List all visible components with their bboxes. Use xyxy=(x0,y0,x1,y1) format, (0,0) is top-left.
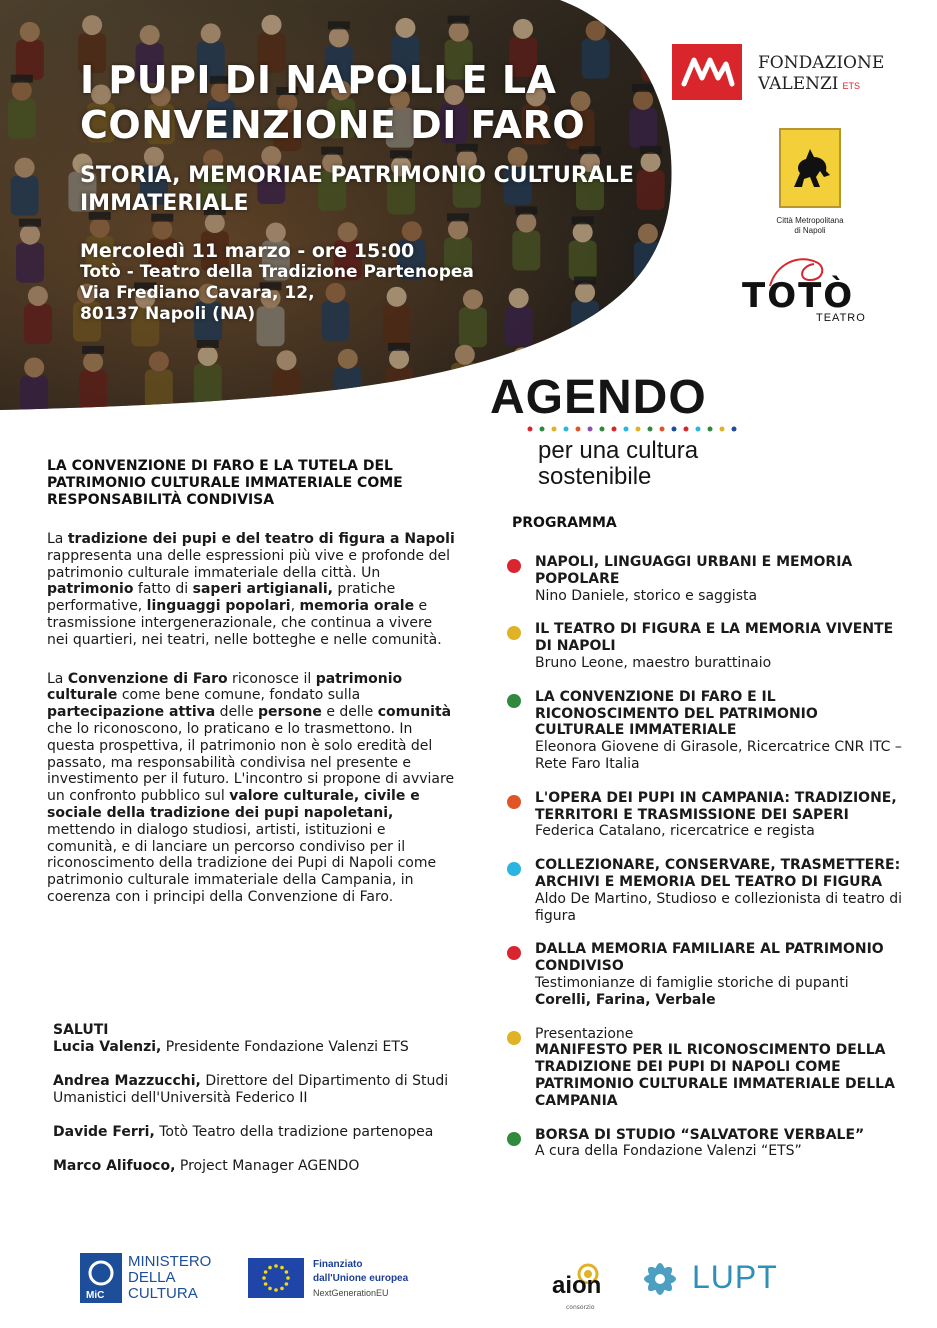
lupt-flower-icon xyxy=(636,1255,684,1303)
programma-item-speaker xyxy=(535,739,905,773)
programma-speaker-run: Federica Catalano, ricercatrice e regista xyxy=(535,823,815,840)
eu-star-icon xyxy=(285,1270,289,1274)
saluti-role: Totò Teatro della tradizione partenopea xyxy=(154,1124,434,1140)
eu-line1: Finanziato xyxy=(313,1259,363,1270)
eu-star-icon xyxy=(268,1266,272,1270)
saluti-section xyxy=(53,1022,463,1175)
intro-p2-run: Convenzione di Faro xyxy=(67,670,228,687)
aion-wordmark: aion xyxy=(552,1272,602,1299)
eu-star-icon xyxy=(280,1266,284,1270)
intro-p2-run: valore culturale, civile e sociale della tradizione dei pupi napoletani, xyxy=(47,788,420,821)
eu-line2: dall'Unione europea xyxy=(313,1273,409,1284)
programma-item-speaker xyxy=(535,823,905,840)
programma-item-title: BORSA DI STUDIO “SALVATORE VERBALE” xyxy=(535,1126,865,1143)
programma-speaker-run: Eleonora Giovene di Girasole, Ricercatrice CNR ITC – Rete Faro Italia xyxy=(535,739,902,772)
intro-p2-run: La xyxy=(47,670,68,687)
event-title: I PUPI DI NAPOLI E LA CONVENZIONE DI FARO xyxy=(80,58,586,147)
saluti-item xyxy=(53,1124,463,1141)
intro-p2-run: e delle xyxy=(321,704,378,721)
saluti-item xyxy=(53,1039,463,1056)
aion-sub-label: consorzio xyxy=(566,1304,595,1311)
programma-item-speaker xyxy=(535,975,905,1009)
programma-item-speaker xyxy=(535,655,905,672)
mic-logo xyxy=(80,1253,220,1303)
intro-p2-run: partecipazione attiva xyxy=(47,704,216,721)
programma-item xyxy=(505,1127,905,1161)
saluti-name: Davide Ferri, xyxy=(53,1124,155,1140)
saluti-role: Presidente Fondazione Valenzi ETS xyxy=(161,1039,409,1055)
eu-line3: NextGenerationEU xyxy=(313,1288,389,1298)
programma-speaker-run: A cura della Fondazione Valenzi “ETS” xyxy=(535,1143,802,1160)
intro-p2-run: come bene comune, fondato sulla xyxy=(117,687,361,704)
saluti-title: SALUTI xyxy=(53,1022,109,1038)
program-bullet-dot xyxy=(507,626,521,640)
program-bullet-dot xyxy=(507,1031,521,1045)
agendo-wordmark: AGENDO xyxy=(490,371,707,424)
programma-item-title: COLLEZIONARE, CONSERVARE, TRASMETTERE: ARCHIVI E MEMORIA DEL TEATRO DI FIGURA xyxy=(535,857,901,890)
program-bullet-dot xyxy=(507,694,521,708)
toto-teatro-label: TEATRO xyxy=(816,312,866,324)
intro-p1-run: , xyxy=(290,598,300,615)
eu-star-icon xyxy=(280,1287,284,1291)
eu-star-icon xyxy=(264,1270,268,1274)
programma-item xyxy=(505,941,905,1008)
intro-p2-run: patrimonio culturale xyxy=(47,670,403,704)
programma-item xyxy=(505,554,905,604)
eu-star-icon xyxy=(274,1288,278,1292)
programma-item-title: MANIFESTO PER IL RICONOSCIMENTO DELLA TRADIZIONE DEI PUPI DI NAPOLI COME PATRIMONIO CULTURALE IMMATERIALE DELLA CAMPANIA xyxy=(535,1042,895,1109)
puppet-head xyxy=(646,288,666,308)
fondazione-label: FONDAZIONE xyxy=(758,53,885,73)
intro-paragraph-1 xyxy=(47,531,457,649)
intro-p1-run: rappresenta una delle espressioni più vive e profonde del patrimonio culturale immateriale della città. Un xyxy=(47,547,450,581)
intro-column xyxy=(47,458,457,906)
programma-item xyxy=(505,621,905,671)
programma-item-title: LA CONVENZIONE DI FARO E IL RICONOSCIMENTO DEL PATRIMONIO CULTURALE IMMATERIALE xyxy=(535,688,818,739)
fondazione-valenzi-logo xyxy=(672,44,902,102)
lupt-wordmark: LUPT xyxy=(692,1259,778,1295)
saluti-item xyxy=(53,1158,463,1175)
mic-line3: CULTURA xyxy=(128,1285,198,1302)
intro-heading: LA CONVENZIONE DI FARO E LA TUTELA DEL PATRIMONIO CULTURALE IMMATERIALE COME RESPONSABILITÀ CONDIVISA xyxy=(47,458,403,508)
agendo-tagline-2: sostenibile xyxy=(538,463,652,490)
intro-paragraph-2 xyxy=(47,671,457,906)
eu-funding-logo xyxy=(248,1258,438,1298)
citta-metropolitana-line2: di Napoli xyxy=(794,226,826,235)
mic-line2: DELLA xyxy=(128,1269,176,1286)
lupt-logo xyxy=(636,1255,776,1305)
program-bullet-dot xyxy=(507,559,521,573)
programma-speaker-run: Bruno Leone, maestro burattinaio xyxy=(535,654,772,671)
intro-p1-run: tradizione dei pupi e del teatro di figura a Napoli xyxy=(67,531,455,547)
program-bullet-dot xyxy=(507,946,521,960)
programma-list xyxy=(505,554,905,1177)
eu-star-icon xyxy=(262,1276,266,1280)
agendo-logo xyxy=(490,372,770,492)
programma-title: PROGRAMMA xyxy=(512,515,617,531)
mic-badge-icon xyxy=(80,1253,122,1303)
programma-item-title: DALLA MEMORIA FAMILIARE AL PATRIMONIO CONDIVISO xyxy=(535,941,884,975)
event-subtitle: STORIA, MEMORIAE PATRIMONIO CULTURALE IMMATERIALE xyxy=(80,163,634,216)
programma-item-speaker xyxy=(535,588,905,605)
eu-star-icon xyxy=(285,1282,289,1286)
programma-item-title: NAPOLI, LINGUAGGI URBANI E MEMORIA POPOLARE xyxy=(535,554,853,587)
event-venue: Totò - Teatro della Tradizione Partenopea xyxy=(80,262,474,282)
program-bullet-dot xyxy=(507,795,521,809)
programma-item xyxy=(505,689,905,773)
ets-label: ETS xyxy=(842,81,861,91)
intro-p1-run: La xyxy=(47,531,68,547)
intro-p1-run: fatto di xyxy=(133,581,193,598)
intro-p2-run: persone xyxy=(258,704,322,721)
programma-item xyxy=(505,790,905,840)
eu-star-icon xyxy=(268,1287,272,1291)
intro-p2-run: comunità xyxy=(377,704,452,721)
agendo-dots-icon xyxy=(526,424,746,434)
puppet-head xyxy=(640,350,660,370)
mic-badge-text: MiC xyxy=(86,1290,105,1301)
eu-star-icon xyxy=(286,1276,290,1280)
intro-p1-run: linguaggi popolari xyxy=(146,598,291,615)
puppet-body xyxy=(642,306,670,346)
intro-p1-run: e trasmissione intergenerazionale, che continua a vivere nei quartieri, nei teatri, nelle botteghe e nelle comunità. xyxy=(47,598,442,648)
aion-logo xyxy=(548,1260,618,1310)
intro-p1-run: pratiche performative, xyxy=(47,581,396,615)
saluti-list xyxy=(53,1039,463,1175)
programma-item xyxy=(505,1026,905,1110)
intro-p1-run: saperi artigianali, xyxy=(192,581,333,598)
programma-item-title: IL TEATRO DI FIGURA E LA MEMORIA VIVENTE DI NAPOLI xyxy=(535,621,894,655)
saluti-item xyxy=(53,1073,463,1107)
toto-teatro-logo xyxy=(740,250,880,330)
intro-p2-run: mettendo in dialogo studiosi, artisti, istituzioni e comunità, e di lanciare un percorso condiviso per il riconoscimento della tradizione dei Pupi di Napoli come patrimonio culturale immateriale della Campania, in coerenza con i principi della Convenzione di Faro. xyxy=(47,821,437,905)
agendo-tagline-1: per una cultura xyxy=(538,437,699,464)
intro-p2-run: delle xyxy=(215,704,259,721)
programma-item-speaker xyxy=(535,1143,905,1160)
fondazione-valenzi-mark-icon xyxy=(672,44,742,100)
event-address-line2: 80137 Napoli (NA) xyxy=(80,304,256,324)
mic-line1: MINISTERO xyxy=(128,1253,212,1270)
saluti-role: Direttore del Dipartimento di Studi Umanistici dell'Università Federico II xyxy=(53,1073,449,1106)
valenzi-label: VALENZI xyxy=(758,74,839,94)
eu-flag-icon xyxy=(248,1258,304,1298)
intro-p2-run: che lo riconoscono, lo praticano e lo trasmettono. In questa prospettiva, il patrimonio non è solo eredità del passato, ma responsabilità condivisa nel presente e investimento per il futuro. L'incontro si propone di avviare un confronto pubblico sul xyxy=(47,720,455,805)
puppet-head xyxy=(645,23,665,43)
footer-logos xyxy=(0,1240,937,1320)
programma-speaker-run: Corelli, Farina, Verbale xyxy=(535,991,716,1008)
eu-star-icon xyxy=(274,1264,278,1268)
programma-speaker-run: Nino Daniele, storico e saggista xyxy=(535,587,758,604)
saluti-name: Andrea Mazzucchi, xyxy=(53,1073,201,1089)
saluti-role: Project Manager AGENDO xyxy=(175,1158,360,1174)
program-bullet-dot xyxy=(507,862,521,876)
saluti-name: Lucia Valenzi, xyxy=(53,1039,162,1055)
programma-item-title: L'OPERA DEI PUPI IN CAMPANIA: TRADIZIONE, TERRITORI E TRASMISSIONE DEI SAPERI xyxy=(535,789,897,823)
citta-metropolitana-logo xyxy=(755,128,865,240)
intro-p1-run: patrimonio xyxy=(47,581,134,598)
napoli-horse-shield-icon xyxy=(779,128,841,208)
citta-metropolitana-line1: Città Metropolitana xyxy=(776,216,844,225)
program-bullet-dot xyxy=(507,1132,521,1146)
programma-item-pretitle: Presentazione xyxy=(535,1025,634,1042)
event-date-time: Mercoledì 11 marzo - ore 15:00 xyxy=(80,240,415,262)
intro-p1-run: memoria orale xyxy=(299,598,415,615)
programma-speaker-run: Testimonianze di famiglie storiche di pupanti xyxy=(535,974,849,991)
toto-wordmark: TOTÒ xyxy=(742,276,855,316)
hero-text-block xyxy=(80,58,640,325)
programma-speaker-run: Aldo De Martino, Studioso e collezionista di teatro di figura xyxy=(535,890,902,924)
programma-item-speaker xyxy=(535,891,905,925)
eu-star-icon xyxy=(264,1282,268,1286)
event-address-line1: Via Frediano Cavara, 12, xyxy=(80,283,315,303)
programma-item xyxy=(505,857,905,924)
saluti-name: Marco Alifuoco, xyxy=(53,1158,176,1174)
intro-p2-run: riconosce il xyxy=(227,670,316,687)
